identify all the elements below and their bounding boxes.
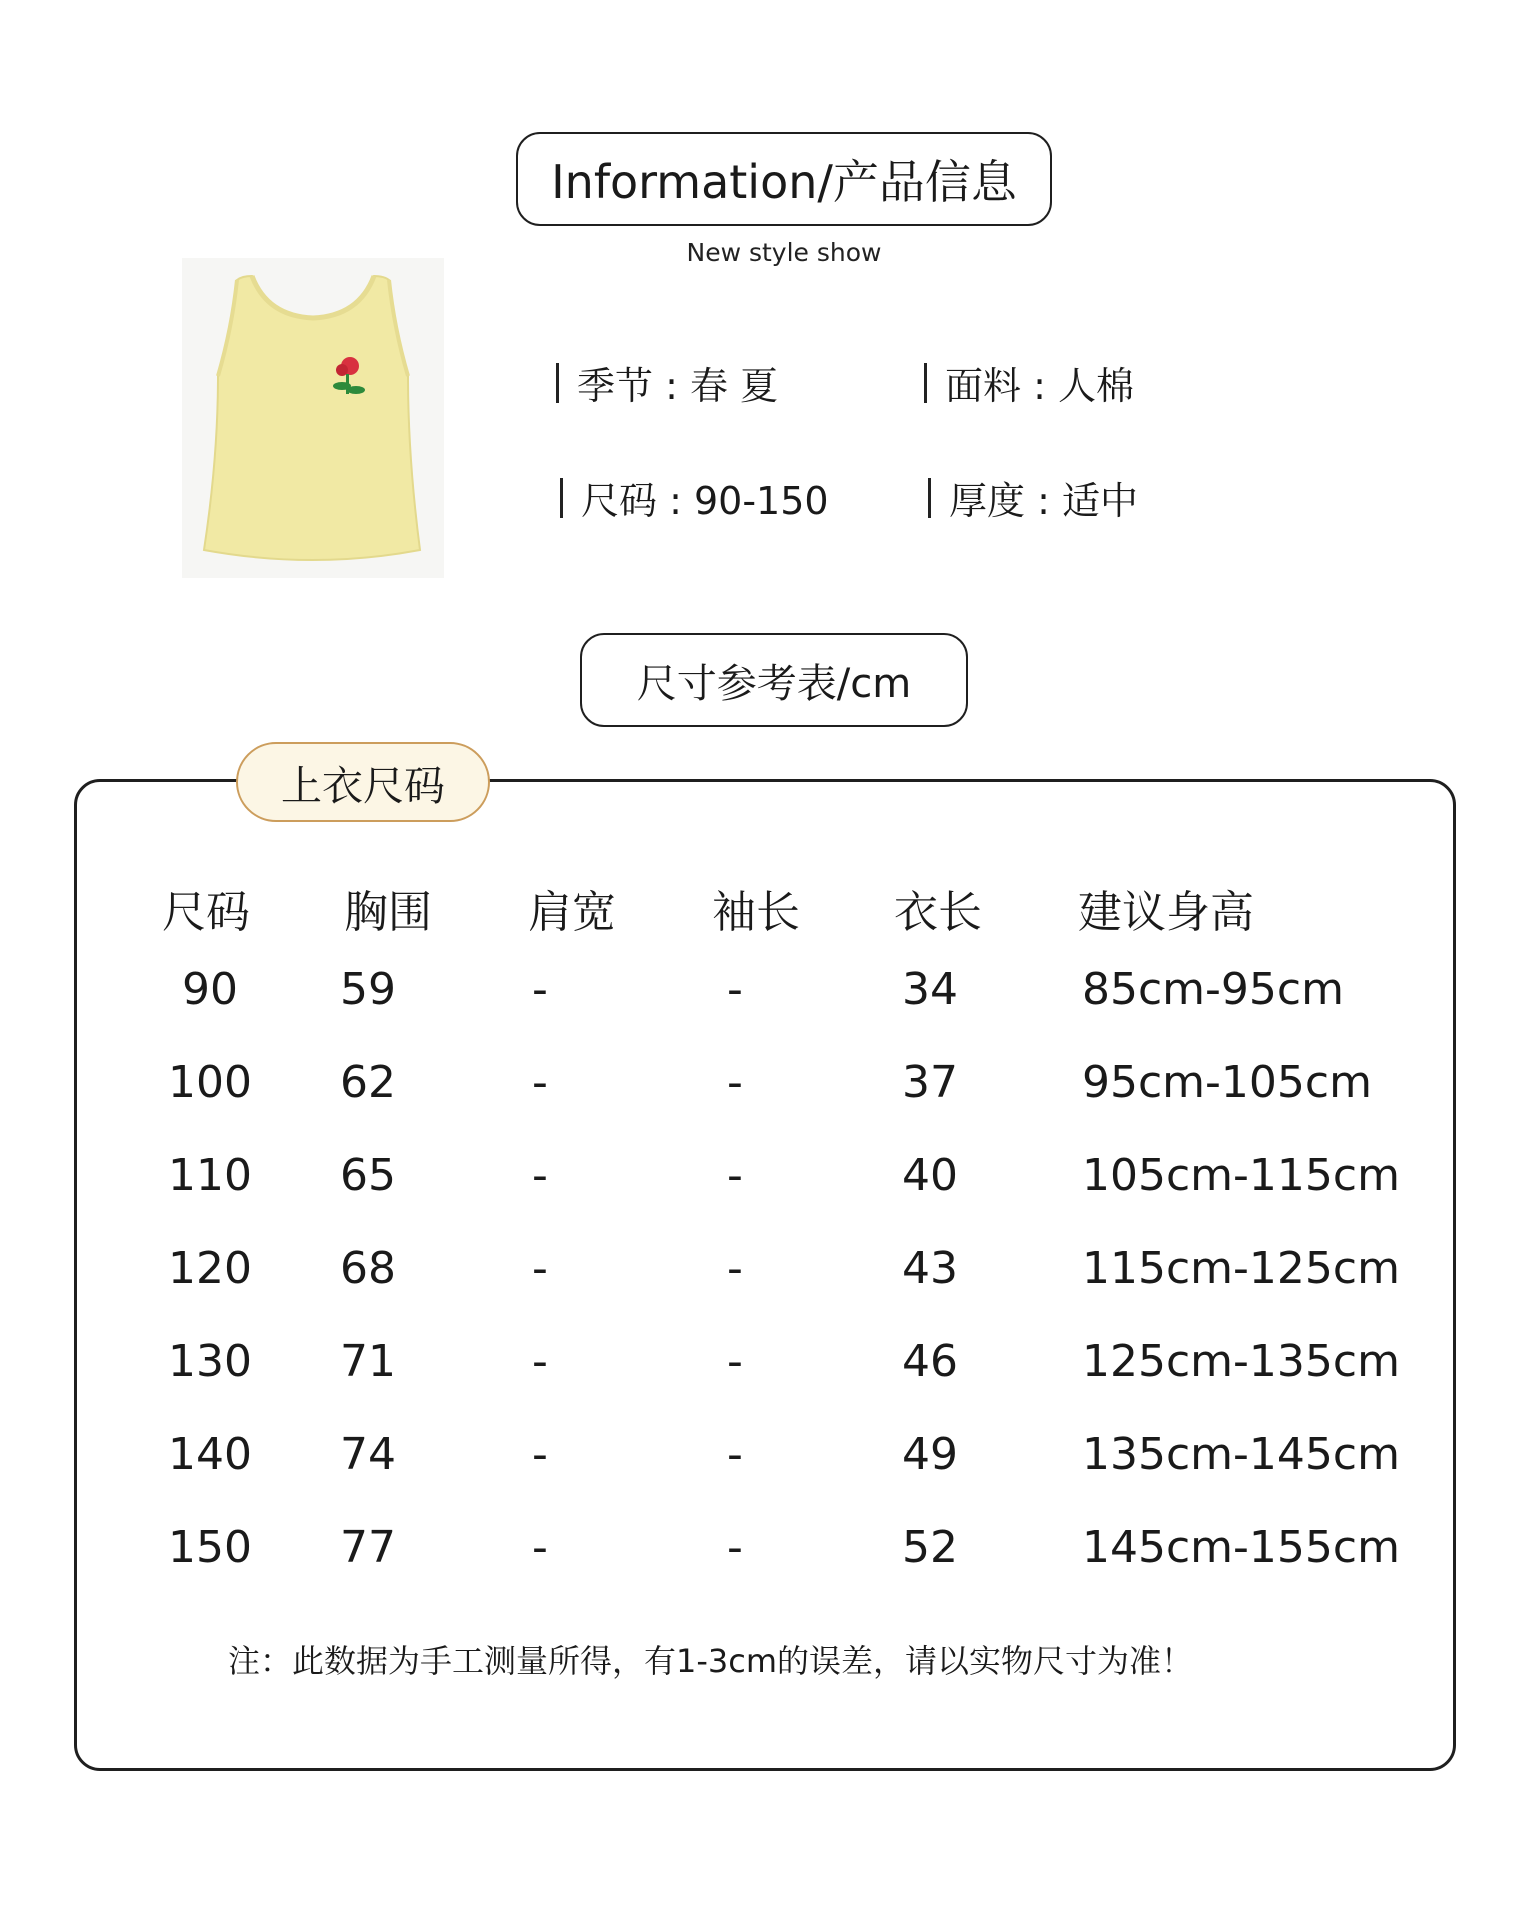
cell-sleeve: - <box>727 1057 743 1108</box>
attr-thickness: 厚度 : 适中 <box>928 470 1138 525</box>
cell-length: 34 <box>902 964 958 1015</box>
cell-chest: 74 <box>340 1429 396 1480</box>
cell-size: 140 <box>168 1429 252 1480</box>
cell-size: 130 <box>168 1336 252 1387</box>
cell-shoulder: - <box>532 964 548 1015</box>
cell-chest: 62 <box>340 1057 396 1108</box>
header-size: 尺码 <box>162 887 250 938</box>
attr-fabric: 面料 : 人棉 <box>924 355 1134 410</box>
table-row <box>0 1146 1528 1206</box>
product-image <box>182 258 444 578</box>
table-row <box>0 1239 1528 1299</box>
cell-chest: 77 <box>340 1522 396 1573</box>
header-length: 衣长 <box>894 887 982 938</box>
cell-shoulder: - <box>532 1336 548 1387</box>
cell-chest: 65 <box>340 1150 396 1201</box>
cell-chest: 71 <box>340 1336 396 1387</box>
divider-bar <box>928 478 931 518</box>
attr-size: 尺码 : 90-150 <box>560 470 829 525</box>
subtitle: New style show <box>686 238 882 267</box>
tab-top-size: 上衣尺码 <box>236 742 490 822</box>
cell-height: 115cm-125cm <box>1082 1243 1400 1294</box>
header-height: 建议身高 <box>1078 887 1254 938</box>
cell-shoulder: - <box>532 1243 548 1294</box>
cell-chest: 59 <box>340 964 396 1015</box>
table-row <box>0 1332 1528 1392</box>
cell-height: 125cm-135cm <box>1082 1336 1400 1387</box>
cell-length: 43 <box>902 1243 958 1294</box>
table-row <box>0 1053 1528 1113</box>
cell-height: 105cm-115cm <box>1082 1150 1400 1201</box>
divider-bar <box>556 363 559 403</box>
cell-sleeve: - <box>727 1336 743 1387</box>
measurement-note: 注：此数据为手工测量所得，有1-3cm的误差，请以实物尺寸为准！ <box>228 1642 1194 1680</box>
table-row <box>0 1425 1528 1485</box>
cell-height: 135cm-145cm <box>1082 1429 1400 1480</box>
cell-size: 90 <box>182 964 238 1015</box>
cell-sleeve: - <box>727 1522 743 1573</box>
cell-length: 46 <box>902 1336 958 1387</box>
cell-length: 49 <box>902 1429 958 1480</box>
cell-size: 120 <box>168 1243 252 1294</box>
header-shoulder: 肩宽 <box>528 887 616 938</box>
cell-shoulder: - <box>532 1150 548 1201</box>
divider-bar <box>560 478 563 518</box>
table-row <box>0 960 1528 1020</box>
cell-size: 100 <box>168 1057 252 1108</box>
cell-height: 95cm-105cm <box>1082 1057 1372 1108</box>
cell-sleeve: - <box>727 1243 743 1294</box>
cell-height: 85cm-95cm <box>1082 964 1344 1015</box>
size-chart-title: 尺寸参考表/cm <box>636 660 912 707</box>
info-title-pill <box>516 132 1052 226</box>
cell-sleeve: - <box>727 964 743 1015</box>
cell-chest: 68 <box>340 1243 396 1294</box>
cell-length: 52 <box>902 1522 958 1573</box>
cell-size: 110 <box>168 1150 252 1201</box>
cell-height: 145cm-155cm <box>1082 1522 1400 1573</box>
header-chest: 胸围 <box>344 887 432 938</box>
cell-sleeve: - <box>727 1150 743 1201</box>
cell-shoulder: - <box>532 1429 548 1480</box>
cell-shoulder: - <box>532 1522 548 1573</box>
table-row <box>0 1518 1528 1578</box>
cell-shoulder: - <box>532 1057 548 1108</box>
header-sleeve: 袖长 <box>712 887 800 938</box>
cell-size: 150 <box>168 1522 252 1573</box>
cell-length: 40 <box>902 1150 958 1201</box>
cell-sleeve: - <box>727 1429 743 1480</box>
divider-bar <box>924 363 927 403</box>
size-chart-title-pill <box>580 633 968 727</box>
info-title: Information/产品信息 <box>551 155 1017 209</box>
attr-season: 季节 : 春 夏 <box>556 355 778 410</box>
tank-top-icon <box>182 258 444 578</box>
cell-length: 37 <box>902 1057 958 1108</box>
